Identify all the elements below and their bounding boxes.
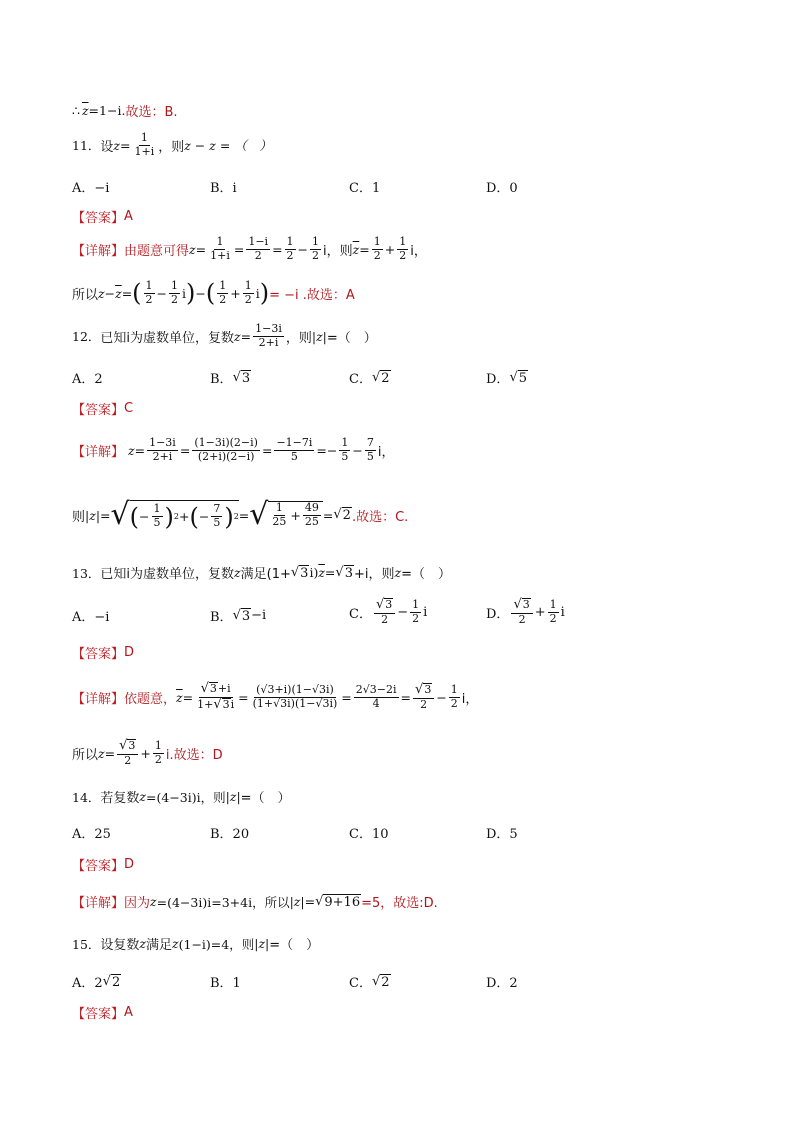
detail-12-line2: 则 | z |= √ ( − $\frac{1}{5}$ ) 2 + ( − $\frac{7}{5}$ ) 2 = √ $\frac{1}{25}$ + $\frac{49}{25}$ = √ 2 .故选：C. [72, 497, 409, 532]
detail-tag: 【详解】 [72, 243, 125, 259]
conclusion: 故选：B. [125, 105, 178, 120]
detail-14: 【详解】 因为 z =(4−3i)i=3+4i，所以 | z | = √ 9+16 =5，故选:D. [72, 893, 438, 911]
question-number: 11． [72, 138, 101, 154]
fraction: $\frac{1}{1+i}$ [134, 131, 155, 158]
question-text: 已知i为虚数单位，复数 [100, 330, 235, 346]
prev-answer-line [72, 101, 178, 120]
option-a: A．2 √ 2 [72, 973, 121, 991]
detail-conclusion: = −i .故选：A [269, 287, 355, 303]
question-11 [72, 132, 272, 158]
option-b: B． √ 3 [210, 369, 251, 387]
option-b: B．20 [210, 827, 250, 842]
detail-11-line1: 【详解】 由题意可得 z = $\frac{1}{1+i}$ = $\frac{1-i}{2}$ = $\frac{1}{2}$ − $\frac{1}{2}$ i，则 $\overline{z}$ = $\frac{1}{2}$ + $\frac{1}{2}$ i， [72, 235, 427, 262]
option-b: B． √ 3 −i [210, 607, 267, 625]
answer-tag: 【答案】 [72, 211, 125, 226]
detail-text: 由题意可得 [124, 243, 190, 259]
question-12: 12． 已知i为虚数单位，复数 z = $\frac{1-3i}{2+i}$ ，则 | z | =（ ） [72, 322, 377, 349]
option-d: D． √ 5 [486, 369, 528, 387]
option-d: D． √ 3 2 + $\frac{1}{2}$ i [486, 597, 565, 626]
answer-12: 【答案】 C [72, 401, 134, 418]
option-c: C．1 [349, 181, 381, 196]
equation: =1−i [88, 103, 122, 118]
z-conjugate: $\overline{z}$ [81, 103, 89, 118]
question-number: 12． [72, 329, 101, 345]
option-d: D．2 [486, 976, 518, 991]
answer-15: 【答案】 A [72, 1005, 133, 1022]
detail-13-line2: 所以 z = √ 3 2 + $\frac{1}{2}$ i.故选：D [72, 738, 223, 767]
expression: z − z = （ ） [184, 138, 272, 154]
option-d: D．5 [486, 827, 518, 842]
option-c: C． √ 2 [349, 369, 390, 387]
question-text: ，则 [158, 139, 185, 155]
option-a: A．25 [72, 827, 111, 842]
answer-13: 【答案】 D [72, 645, 135, 662]
option-b: B．1 [210, 976, 241, 991]
option-a: A．−i [72, 181, 110, 196]
option-c: C． √ 3 2 − $\frac{1}{2}$ i [349, 597, 428, 626]
question-14: 14． 若复数 z =(4−3i)i，则 | z | =（ ） [72, 789, 291, 806]
question-text: 设 [100, 139, 114, 155]
option-c: C． √ 2 [349, 973, 390, 991]
answer-value: A [124, 209, 133, 224]
detail-text: 所以 [72, 287, 99, 303]
option-a: A．2 [72, 372, 103, 387]
question-15: 15． 设复数 z 满足 z (1−i)=4，则 | z | =（ ） [72, 936, 320, 953]
var-z: z [113, 137, 121, 153]
therefore-symbol: ∴ [72, 103, 80, 118]
question-13: 13． 已知i为虚数单位，复数 z 满足(1+ √ 3 i) $\overline{z}$ = √ 3 +i，则 z =（ ） [72, 564, 451, 582]
answer-11 [72, 207, 133, 226]
detail-13-line1: 【详解】 依题意， $\overline{z}$ = √ 3 +i 1+ √ 3 i = $\frac{(√3+i)(1-√3i)}{(1+√3i)(1-√3i)}$ = $\frac{2√3-2i}{4}$ = √ 3 2 − $\frac{1}{2}$ i， [72, 681, 479, 712]
answer-14: 【答案】 D [72, 857, 135, 874]
option-c: C．10 [349, 827, 389, 842]
detail-11-line2: 所以 z − $\overline{z}$ = ( $\frac{1}{2}$ − $\frac{1}{2}$ i ) − ( $\frac{1}{2}$ + $\frac{1}{2}$ i ) = −i .故选：A [72, 279, 355, 308]
option-b: B．i [210, 181, 237, 196]
period: . [121, 103, 126, 118]
option-d: D．0 [486, 181, 518, 196]
detail-12-line1: 【详解】 z = $\frac{1-3i}{2+i}$ = $\frac{(1-3i)(2-i)}{(2+i)(2-i)}$ = $\frac{-1-7i}{5}$ =− $\frac{1}{5}$ − $\frac{7}{5}$ i， [72, 436, 395, 463]
equals: = [120, 137, 131, 153]
option-a: A．−i [72, 610, 110, 625]
